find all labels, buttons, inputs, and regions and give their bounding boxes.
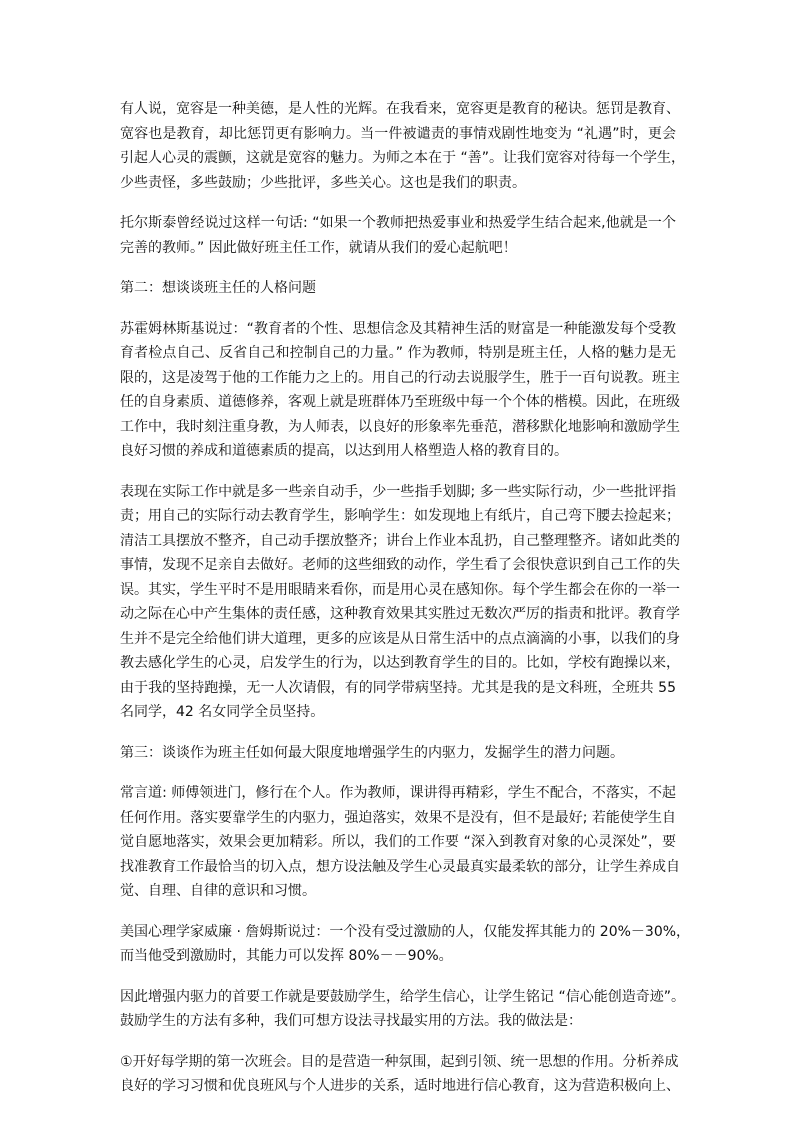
paragraph-practice [120,480,680,725]
text-line: 误。其实，学生平时不是用眼睛来看你，而是用心灵在感知你。每个学生都会在你的一举一 [120,581,680,598]
text-line: 良好习惯的养成和道德素质的提高，以达到用人格塑造人格的教育目的。 [120,443,568,459]
text-line: 觉自愿地落实，效果会更加精彩。所以，我们的工作要 “深入到教育对象的心灵深处”，要 [120,834,676,850]
paragraph-first-meeting [120,1050,680,1099]
text-line: 觉、自理、自律的意识和习惯。 [120,883,316,899]
text-line: 清洁工具摆放不整齐，自己动手摆放整齐；讲台上作业本乱扔，自己整理整齐。诸如此类的 [120,532,680,549]
text-line: 苏霍姆林斯基说过：“教育者的个性、思想信念及其精神生活的财富是一种能激发每个受教 [120,320,676,337]
text-line: 找准教育工作最恰当的切入点，想方设法触及学生心灵最真实最柔软的部分，让学生养成自 [120,858,680,875]
paragraph-personality [120,317,680,464]
text-line: 因此增强内驱力的首要工作就是要鼓励学生，给学生信心，让学生铭记 “信心能创造奇迹”。 [120,988,685,1005]
text-line: 教去感化学生的心灵，启发学生的行为，以达到教育学生的目的。比如，学校有跑操以来， [120,655,680,671]
paragraph-encouragement [120,985,685,1034]
paragraph-james-quote [120,920,691,969]
text-line: 任何作用。落实要靠学生的内驱力，强迫落实，效果不是没有，但不是最好; 若能使学生自 [120,809,676,826]
text-line: 而当他受到激励时，其能力可以发挥 80%－－90%。 [120,948,453,964]
section-heading-3 [120,741,676,766]
section-heading-2 [120,276,676,301]
text-line: 鼓励学生的方法有多种，我们可想方设法寻找最实用的方法。我的做法是： [120,1013,582,1029]
text-line: 动之际在心中产生集体的责任感，这种教育效果其实胜过无数次严厉的指责和批评。教育学 [120,606,680,622]
text-line: 工作中，我时刻注重身教，为人师表，以良好的形象率先垂范，潜移默化地影响和激励学生 [120,418,680,435]
text-line: 育者检点自己、反省自己和控制自己的力量。” 作为教师，特别是班主任，人格的魅力是无 [120,345,676,361]
text-line: 名同学，42 名女同学全员坚持。 [120,704,325,720]
text-line: 生并不是完全给他们讲大道理，更多的应该是从日常生活中的点点滴滴的小事，以我们的身 [120,630,680,647]
document-page [120,97,691,1099]
text-line: 任的自身素质、道德修养，客观上就是班群体乃至班级中每一个个体的楷模。因此，在班级 [120,394,680,410]
text-line: 事情，发现不足亲自去做好。老师的这些细致的动作，学生看了会很快意识到自己工作的失 [120,557,680,573]
text-line: 良好的学习习惯和优良班风与个人进步的关系，适时地进行信心教育，这为营造积极向上、 [120,1078,680,1094]
text-line: 责；用自己的实际行动去教育学生，影响学生：如发现地上有纸片，自己弯下腰去捡起来； [120,508,680,524]
paragraph-tolerance [120,97,685,195]
text-line: ①开好每学期的第一次班会。目的是营造一种氛围，起到引领、统一思想的作用。分析养成 [120,1053,679,1070]
text-line: 有人说，宽容是一种美德，是人性的光辉。在我看来，宽容更是教育的秘诀。惩罚是教育、 [120,101,680,117]
paragraph-motivation [120,781,680,904]
section-heading: 第三：谈谈作为班主任如何最大限度地增强学生的内驱力，发掘学生的潜力问题。 [120,744,624,761]
text-line: 少些责怪，多些鼓励；少些批评，多些关心。这也是我们的职责。 [120,174,526,191]
text-line: 限的，这是凌驾于他的工作能力之上的。用自己的行动去说服学生，胜于一百句说教。班主 [120,369,680,386]
text-line: 宽容也是教育，却比惩罚更有影响力。当一件被谴责的事情戏剧性地变为 “礼遇”时，更会 [120,125,676,142]
text-line: 引起人心灵的震颤，这就是宽容的魅力。为师之本在于 “善”。让我们宽容对待每一个学生， [120,150,685,166]
text-line: 表现在实际工作中就是多一些亲自动手，少一些指手划脚; 多一些实际行动，少一些批评指 [120,483,676,500]
text-line: 完善的教师。” 因此做好班主任工作，就请从我们的爱心起航吧！ [120,239,517,256]
section-heading: 第二：想谈谈班主任的人格问题 [120,280,316,296]
text-line: 常言道: 师傅领进门，修行在个人。作为教师，课讲得再精彩，学生不配合，不落实，不起 [120,785,676,801]
text-line: 美国心理学家威廉 · 詹姆斯说过：一个没有受过激励的人，仅能发挥其能力的 20%－30%， [120,923,691,940]
paragraph-tolstoy-quote [120,211,676,260]
text-line: 托尔斯泰曾经说过这样一句话: “如果一个教师把热爱事业和热爱学生结合起来,他就是一个 [120,215,676,231]
text-line: 由于我的坚持跑操，无一人次请假，有的同学带病坚持。尤其是我的是文科班，全班共 55 [120,679,676,696]
